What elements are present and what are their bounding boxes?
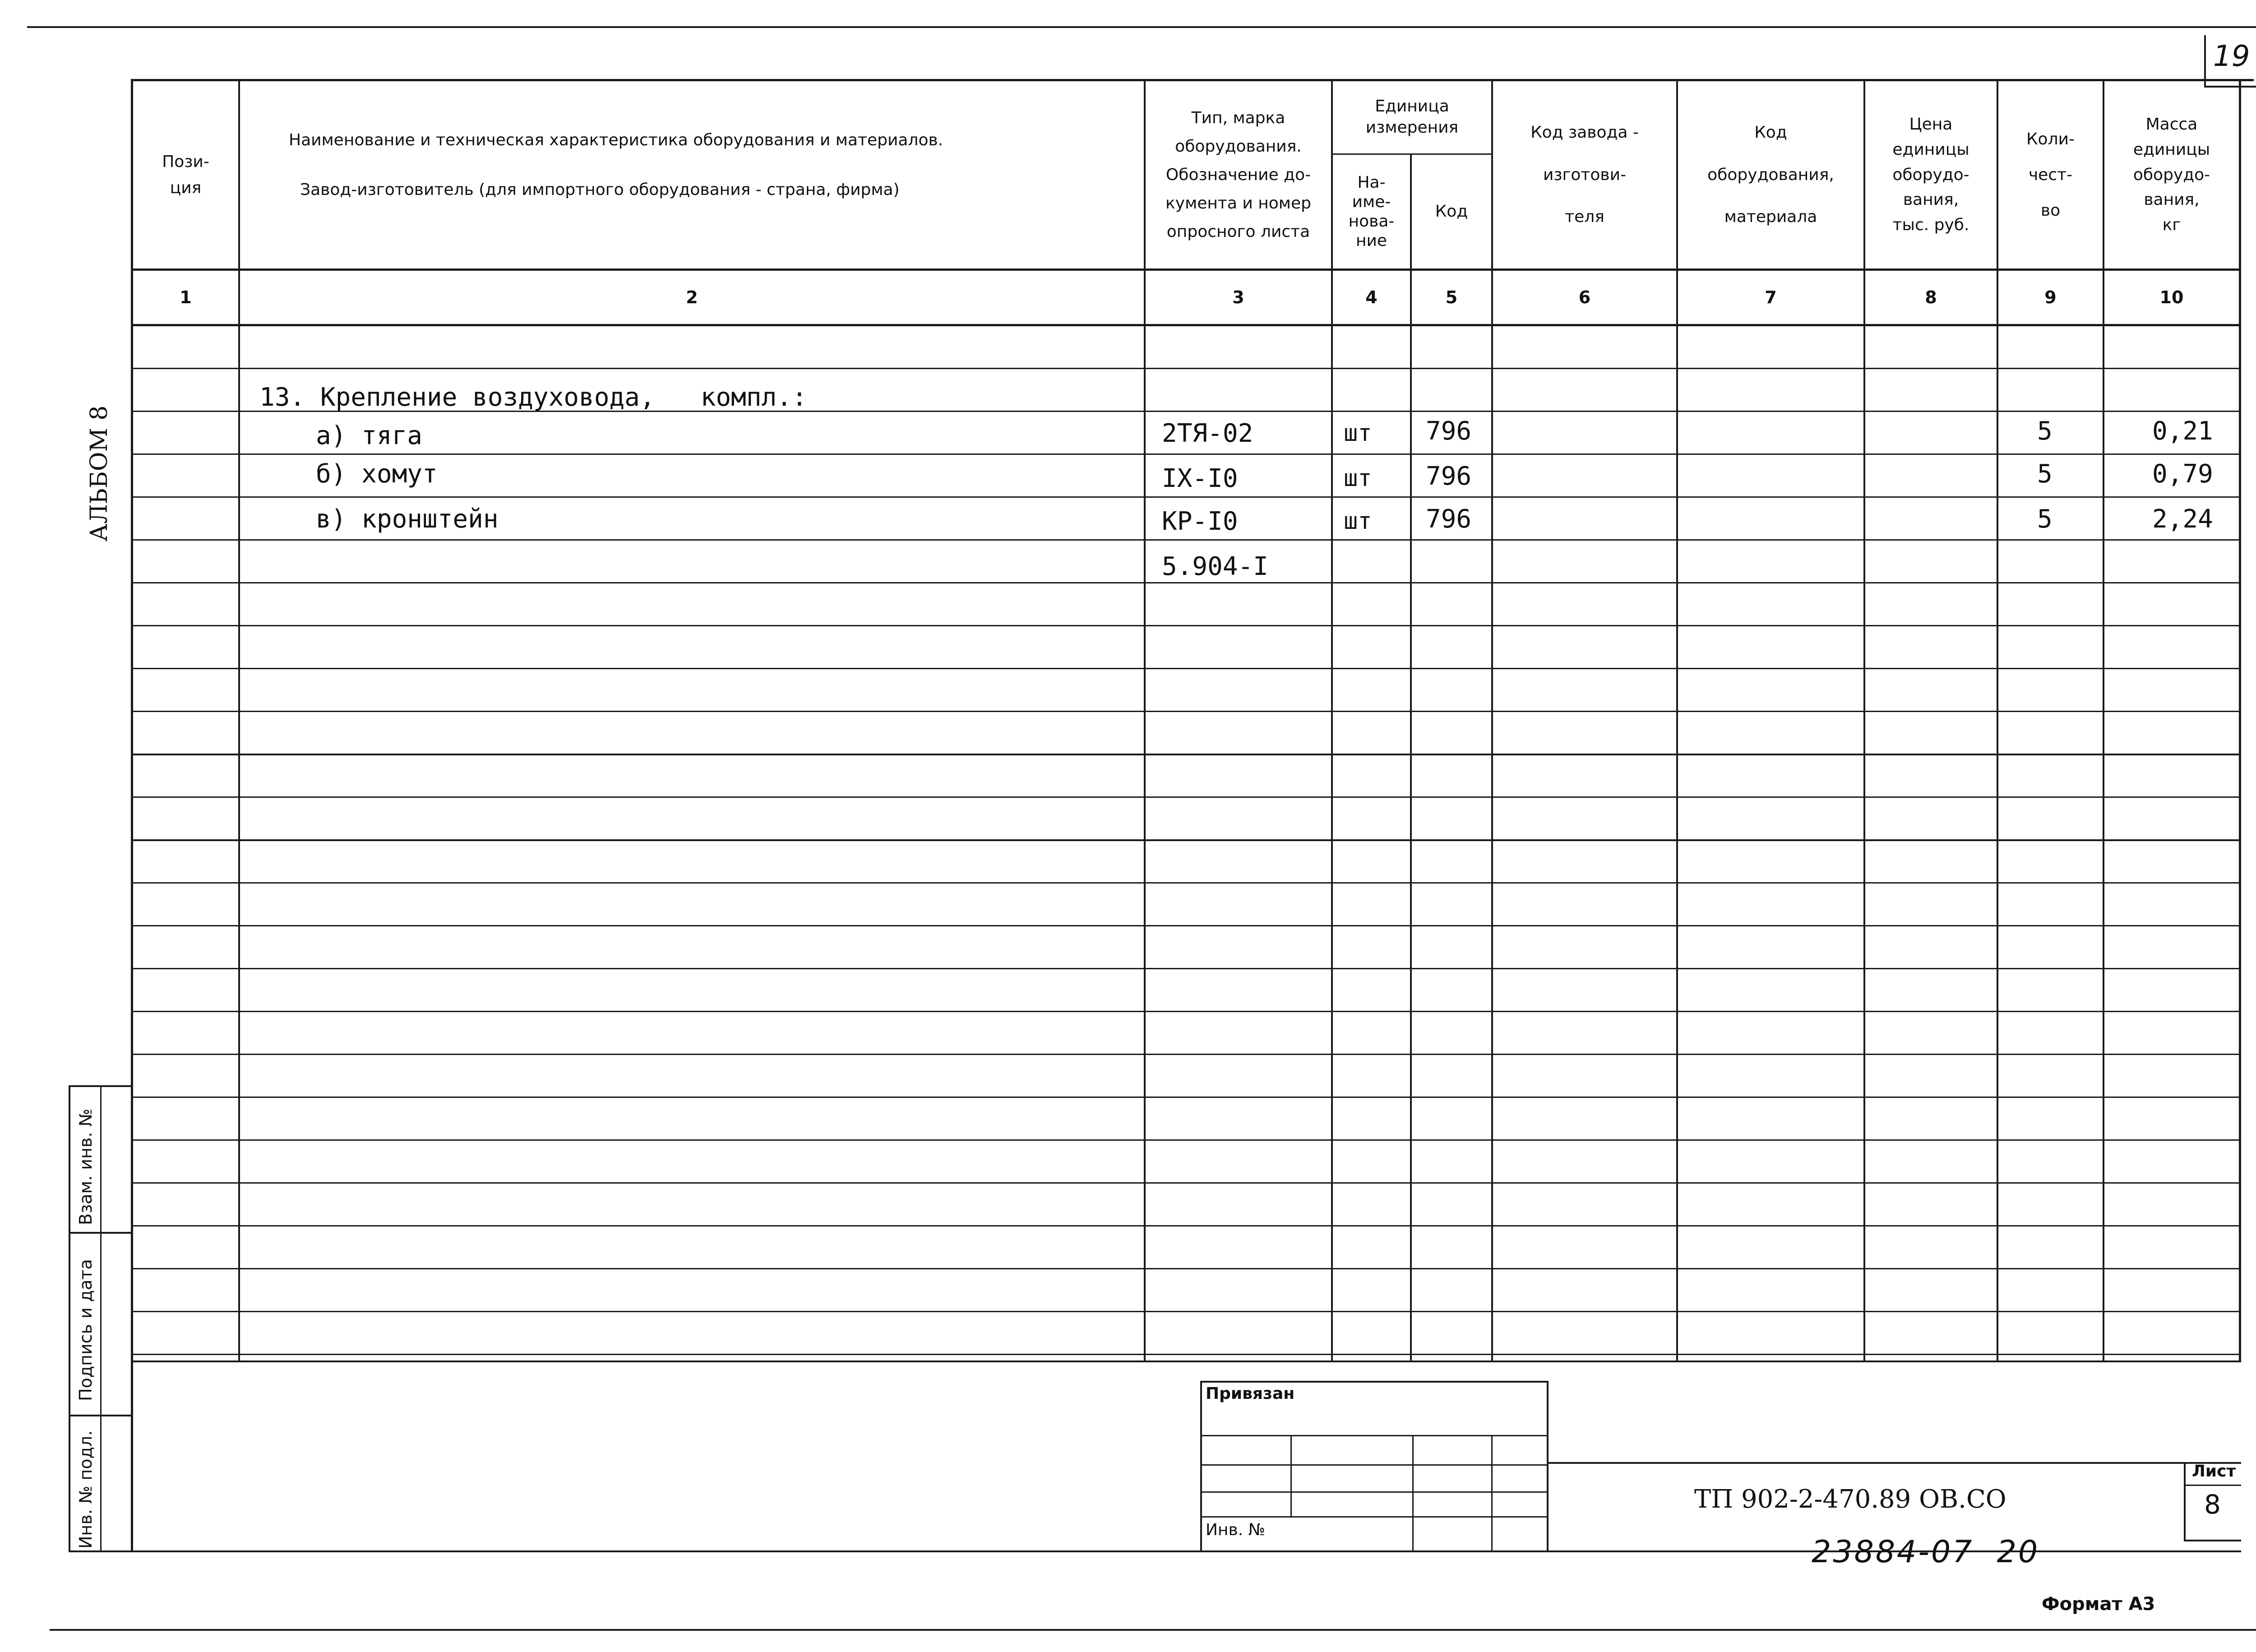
col-number-10: 10 (2159, 287, 2184, 307)
header-type: Тип, марка оборудования. Обозначение до- кумента и номер опросного листа (1165, 109, 1311, 241)
page-number: 19 (2213, 40, 2250, 73)
sheet-number: 8 (2204, 1489, 2221, 1520)
table-row-name: в) кронштейн (316, 504, 499, 534)
header-unit-group: Единица измерения (1365, 97, 1459, 137)
table-row-qty: 5 (2037, 459, 2053, 489)
table-row-qty: 5 (2037, 504, 2053, 534)
col-number-2: 2 (686, 287, 698, 307)
table-row-name: 13. Крепление воздуховода, компл.: (259, 382, 807, 412)
col-number-5: 5 (1445, 287, 1458, 307)
inv-no-label: Инв. № (1206, 1521, 1266, 1539)
header-name-line1: Наименование и техническая характеристика оборудования и материалов. (289, 131, 943, 149)
header-unit-code: Код (1435, 202, 1468, 221)
table-row-unit: шт (1344, 465, 1372, 492)
table-row-mass: 2,24 (2152, 504, 2213, 534)
table-row-unit: шт (1344, 508, 1372, 535)
col-number-8: 8 (1925, 287, 1937, 307)
sheet-label: Лист (2192, 1462, 2236, 1481)
table-row-type: 5.904-I (1162, 551, 1269, 581)
col-number-7: 7 (1765, 287, 1777, 307)
table-row-name: а) тяга (316, 421, 423, 450)
table-row-qty: 5 (2037, 416, 2053, 446)
header-equipment-code: Код оборудования, материала (1707, 123, 1834, 227)
header-unit-name: На- име- нова- ние (1348, 173, 1395, 250)
header-mass: Масса единицы оборудо- вания, кг (2133, 115, 2210, 235)
attached-label: Привязан (1206, 1384, 1295, 1403)
col-number-6: 6 (1578, 287, 1591, 307)
inv-original-label: Инв. № подл. (76, 1430, 96, 1549)
table-row-code: 796 (1426, 504, 1472, 534)
col-number-1: 1 (180, 287, 192, 307)
document-code: ТП 902-2-470.89 ОВ.СО (1694, 1485, 2006, 1514)
table-row-type: IX-I0 (1162, 463, 1238, 493)
album-label: АЛЬБОМ 8 (86, 405, 113, 541)
header-name-line2: Завод-изготовитель (для импортного оборудования - страна, фирма) (300, 180, 900, 199)
col-number-3: 3 (1232, 287, 1244, 307)
header-price: Цена единицы оборудо- вания, тыс. руб. (1892, 115, 1969, 235)
table-row-mass: 0,21 (2152, 416, 2213, 446)
header-quantity: Коли- чест- во (2026, 130, 2075, 220)
header-position: Пози- ция (162, 152, 209, 197)
signature-date-label: Подпись и дата (76, 1259, 96, 1401)
replace-inv-label: Взам. инв. № (76, 1108, 96, 1225)
table-row-type: 2ТЯ-02 (1162, 418, 1253, 448)
table-row-type: КР-I0 (1162, 506, 1238, 536)
table-row-unit: шт (1344, 420, 1372, 447)
col-number-9: 9 (2044, 287, 2057, 307)
table-row-code: 796 (1426, 416, 1472, 446)
col-number-4: 4 (1365, 287, 1378, 307)
table-row-name: б) хомут (316, 459, 438, 489)
header-maker-code: Код завода - изготови- теля (1530, 123, 1639, 227)
format-label: Формат А3 (2042, 1594, 2155, 1615)
archive-number: 23884-07 20 (1812, 1534, 2040, 1570)
table-row-code: 796 (1426, 461, 1472, 491)
table-row-mass: 0,79 (2152, 459, 2213, 489)
